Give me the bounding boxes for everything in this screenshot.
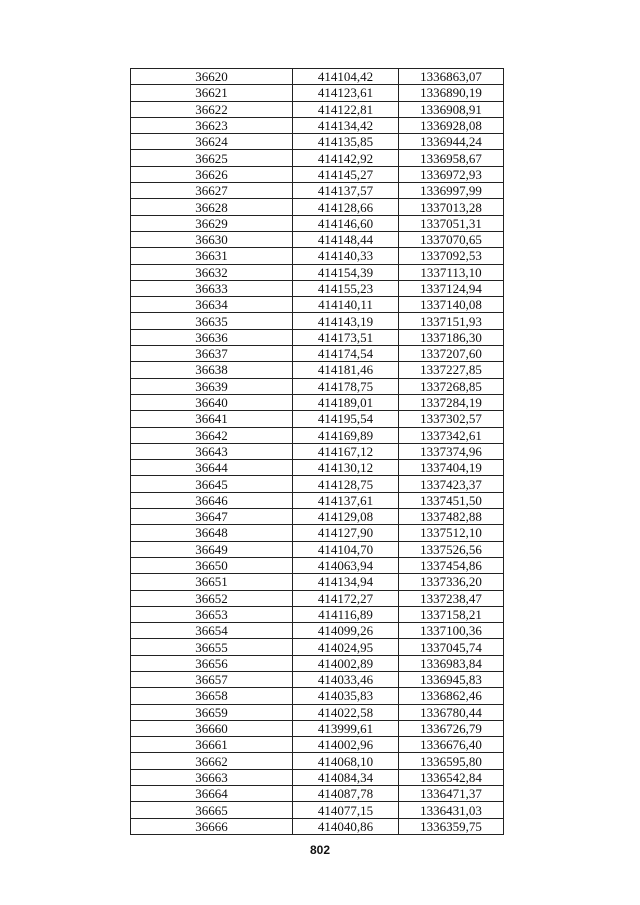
point-number-cell: 36655	[131, 639, 293, 655]
point-number-cell: 36642	[131, 427, 293, 443]
x-coordinate-cell: 414134,94	[293, 574, 399, 590]
point-number-cell: 36659	[131, 704, 293, 720]
x-coordinate-cell: 414128,75	[293, 476, 399, 492]
x-coordinate-cell: 414178,75	[293, 378, 399, 394]
x-coordinate-cell: 414130,12	[293, 460, 399, 476]
table-row	[131, 150, 504, 166]
x-coordinate-cell: 414063,94	[293, 557, 399, 573]
y-coordinate-cell: 1337092,53	[399, 248, 504, 264]
x-coordinate-cell: 414172,27	[293, 590, 399, 606]
y-coordinate-cell: 1337268,85	[399, 378, 504, 394]
table-row	[131, 720, 504, 736]
x-coordinate-cell: 414137,61	[293, 492, 399, 508]
x-coordinate-cell: 414142,92	[293, 150, 399, 166]
table-row	[131, 313, 504, 329]
y-coordinate-cell: 1336862,46	[399, 688, 504, 704]
y-coordinate-cell: 1336890,19	[399, 85, 504, 101]
y-coordinate-cell: 1337404,19	[399, 460, 504, 476]
y-coordinate-cell: 1337238,47	[399, 590, 504, 606]
y-coordinate-cell: 1337124,94	[399, 280, 504, 296]
table-row	[131, 737, 504, 753]
y-coordinate-cell: 1336983,84	[399, 655, 504, 671]
y-coordinate-cell: 1336945,83	[399, 671, 504, 687]
table-row	[131, 134, 504, 150]
point-number-cell: 36644	[131, 460, 293, 476]
table-row	[131, 476, 504, 492]
y-coordinate-cell: 1336863,07	[399, 69, 504, 85]
point-number-cell: 36626	[131, 166, 293, 182]
point-number-cell: 36625	[131, 150, 293, 166]
point-number-cell: 36637	[131, 346, 293, 362]
x-coordinate-cell: 414002,96	[293, 737, 399, 753]
x-coordinate-cell: 414116,89	[293, 606, 399, 622]
table-row	[131, 802, 504, 818]
y-coordinate-cell: 1337207,60	[399, 346, 504, 362]
point-number-cell: 36641	[131, 411, 293, 427]
y-coordinate-cell: 1337100,36	[399, 623, 504, 639]
table-row	[131, 509, 504, 525]
y-coordinate-cell: 1336359,75	[399, 818, 504, 834]
y-coordinate-cell: 1336780,44	[399, 704, 504, 720]
y-coordinate-cell: 1336908,91	[399, 101, 504, 117]
point-number-cell: 36636	[131, 329, 293, 345]
table-row	[131, 394, 504, 410]
x-coordinate-cell: 414135,85	[293, 134, 399, 150]
table-row	[131, 346, 504, 362]
point-number-cell: 36647	[131, 509, 293, 525]
point-number-cell: 36662	[131, 753, 293, 769]
x-coordinate-cell: 414024,95	[293, 639, 399, 655]
table-row	[131, 215, 504, 231]
x-coordinate-cell: 414167,12	[293, 443, 399, 459]
x-coordinate-cell: 414143,19	[293, 313, 399, 329]
y-coordinate-cell: 1336944,24	[399, 134, 504, 150]
x-coordinate-cell: 414137,57	[293, 183, 399, 199]
y-coordinate-cell: 1337336,20	[399, 574, 504, 590]
table-row	[131, 639, 504, 655]
point-number-cell: 36666	[131, 818, 293, 834]
table-row	[131, 557, 504, 573]
point-number-cell: 36657	[131, 671, 293, 687]
x-coordinate-cell: 414040,86	[293, 818, 399, 834]
coordinates-table	[130, 68, 504, 835]
y-coordinate-cell: 1337342,61	[399, 427, 504, 443]
y-coordinate-cell: 1336542,84	[399, 769, 504, 785]
point-number-cell: 36651	[131, 574, 293, 590]
point-number-cell: 36643	[131, 443, 293, 459]
table-row	[131, 264, 504, 280]
point-number-cell: 36645	[131, 476, 293, 492]
y-coordinate-cell: 1337113,10	[399, 264, 504, 280]
y-coordinate-cell: 1337227,85	[399, 362, 504, 378]
table-row	[131, 574, 504, 590]
point-number-cell: 36660	[131, 720, 293, 736]
table-row	[131, 378, 504, 394]
y-coordinate-cell: 1337070,65	[399, 231, 504, 247]
x-coordinate-cell: 414033,46	[293, 671, 399, 687]
table-row	[131, 85, 504, 101]
point-number-cell: 36627	[131, 183, 293, 199]
point-number-cell: 36649	[131, 541, 293, 557]
point-number-cell: 36630	[131, 231, 293, 247]
y-coordinate-cell: 1337045,74	[399, 639, 504, 655]
y-coordinate-cell: 1336471,37	[399, 786, 504, 802]
point-number-cell: 36640	[131, 394, 293, 410]
x-coordinate-cell: 414104,70	[293, 541, 399, 557]
point-number-cell: 36620	[131, 69, 293, 85]
table-row	[131, 541, 504, 557]
table-row	[131, 69, 504, 85]
x-coordinate-cell: 414068,10	[293, 753, 399, 769]
x-coordinate-cell: 414128,66	[293, 199, 399, 215]
x-coordinate-cell: 413999,61	[293, 720, 399, 736]
table-row	[131, 427, 504, 443]
point-number-cell: 36624	[131, 134, 293, 150]
x-coordinate-cell: 414129,08	[293, 509, 399, 525]
x-coordinate-cell: 414140,11	[293, 297, 399, 313]
x-coordinate-cell: 414154,39	[293, 264, 399, 280]
coordinates-table-body	[131, 69, 504, 835]
x-coordinate-cell: 414134,42	[293, 117, 399, 133]
x-coordinate-cell: 414084,34	[293, 769, 399, 785]
x-coordinate-cell: 414140,33	[293, 248, 399, 264]
point-number-cell: 36631	[131, 248, 293, 264]
table-row	[131, 590, 504, 606]
y-coordinate-cell: 1336958,67	[399, 150, 504, 166]
point-number-cell: 36653	[131, 606, 293, 622]
x-coordinate-cell: 414077,15	[293, 802, 399, 818]
y-coordinate-cell: 1336676,40	[399, 737, 504, 753]
y-coordinate-cell: 1337151,93	[399, 313, 504, 329]
table-row	[131, 166, 504, 182]
y-coordinate-cell: 1337374,96	[399, 443, 504, 459]
table-row	[131, 492, 504, 508]
point-number-cell: 36628	[131, 199, 293, 215]
page-number: 802	[309, 843, 331, 857]
table-row	[131, 460, 504, 476]
y-coordinate-cell: 1337482,88	[399, 509, 504, 525]
point-number-cell: 36656	[131, 655, 293, 671]
point-number-cell: 36621	[131, 85, 293, 101]
table-row	[131, 362, 504, 378]
x-coordinate-cell: 414173,51	[293, 329, 399, 345]
table-row	[131, 688, 504, 704]
point-number-cell: 36629	[131, 215, 293, 231]
point-number-cell: 36652	[131, 590, 293, 606]
point-number-cell: 36622	[131, 101, 293, 117]
point-number-cell: 36632	[131, 264, 293, 280]
table-row	[131, 818, 504, 834]
y-coordinate-cell: 1336972,93	[399, 166, 504, 182]
point-number-cell: 36646	[131, 492, 293, 508]
table-row	[131, 704, 504, 720]
x-coordinate-cell: 414127,90	[293, 525, 399, 541]
x-coordinate-cell: 414035,83	[293, 688, 399, 704]
x-coordinate-cell: 414146,60	[293, 215, 399, 231]
y-coordinate-cell: 1336595,80	[399, 753, 504, 769]
x-coordinate-cell: 414181,46	[293, 362, 399, 378]
table-row	[131, 411, 504, 427]
y-coordinate-cell: 1336928,08	[399, 117, 504, 133]
table-row	[131, 280, 504, 296]
table-row	[131, 623, 504, 639]
table-row	[131, 769, 504, 785]
y-coordinate-cell: 1336726,79	[399, 720, 504, 736]
x-coordinate-cell: 414099,26	[293, 623, 399, 639]
y-coordinate-cell: 1337451,50	[399, 492, 504, 508]
x-coordinate-cell: 414022,58	[293, 704, 399, 720]
point-number-cell: 36623	[131, 117, 293, 133]
table-row	[131, 329, 504, 345]
point-number-cell: 36638	[131, 362, 293, 378]
point-number-cell: 36664	[131, 786, 293, 802]
table-row	[131, 606, 504, 622]
table-row	[131, 786, 504, 802]
table-row	[131, 525, 504, 541]
y-coordinate-cell: 1336431,03	[399, 802, 504, 818]
point-number-cell: 36639	[131, 378, 293, 394]
y-coordinate-cell: 1337051,31	[399, 215, 504, 231]
y-coordinate-cell: 1337013,28	[399, 199, 504, 215]
x-coordinate-cell: 414145,27	[293, 166, 399, 182]
y-coordinate-cell: 1337454,86	[399, 557, 504, 573]
point-number-cell: 36661	[131, 737, 293, 753]
point-number-cell: 36658	[131, 688, 293, 704]
table-row	[131, 753, 504, 769]
y-coordinate-cell: 1337423,37	[399, 476, 504, 492]
y-coordinate-cell: 1337526,56	[399, 541, 504, 557]
point-number-cell: 36654	[131, 623, 293, 639]
table-row	[131, 117, 504, 133]
y-coordinate-cell: 1337512,10	[399, 525, 504, 541]
y-coordinate-cell: 1337302,57	[399, 411, 504, 427]
x-coordinate-cell: 414189,01	[293, 394, 399, 410]
x-coordinate-cell: 414155,23	[293, 280, 399, 296]
x-coordinate-cell: 414195,54	[293, 411, 399, 427]
x-coordinate-cell: 414123,61	[293, 85, 399, 101]
table-row	[131, 655, 504, 671]
x-coordinate-cell: 414148,44	[293, 231, 399, 247]
table-row	[131, 231, 504, 247]
y-coordinate-cell: 1337284,19	[399, 394, 504, 410]
table-row	[131, 199, 504, 215]
table-row	[131, 671, 504, 687]
x-coordinate-cell: 414122,81	[293, 101, 399, 117]
x-coordinate-cell: 414087,78	[293, 786, 399, 802]
x-coordinate-cell: 414174,54	[293, 346, 399, 362]
table-row	[131, 443, 504, 459]
y-coordinate-cell: 1337158,21	[399, 606, 504, 622]
y-coordinate-cell: 1336997,99	[399, 183, 504, 199]
point-number-cell: 36663	[131, 769, 293, 785]
x-coordinate-cell: 414169,89	[293, 427, 399, 443]
table-row	[131, 183, 504, 199]
point-number-cell: 36650	[131, 557, 293, 573]
table-row	[131, 248, 504, 264]
point-number-cell: 36635	[131, 313, 293, 329]
table-row	[131, 101, 504, 117]
table-row	[131, 297, 504, 313]
x-coordinate-cell: 414002,89	[293, 655, 399, 671]
y-coordinate-cell: 1337186,30	[399, 329, 504, 345]
x-coordinate-cell: 414104,42	[293, 69, 399, 85]
point-number-cell: 36634	[131, 297, 293, 313]
point-number-cell: 36633	[131, 280, 293, 296]
y-coordinate-cell: 1337140,08	[399, 297, 504, 313]
point-number-cell: 36648	[131, 525, 293, 541]
point-number-cell: 36665	[131, 802, 293, 818]
